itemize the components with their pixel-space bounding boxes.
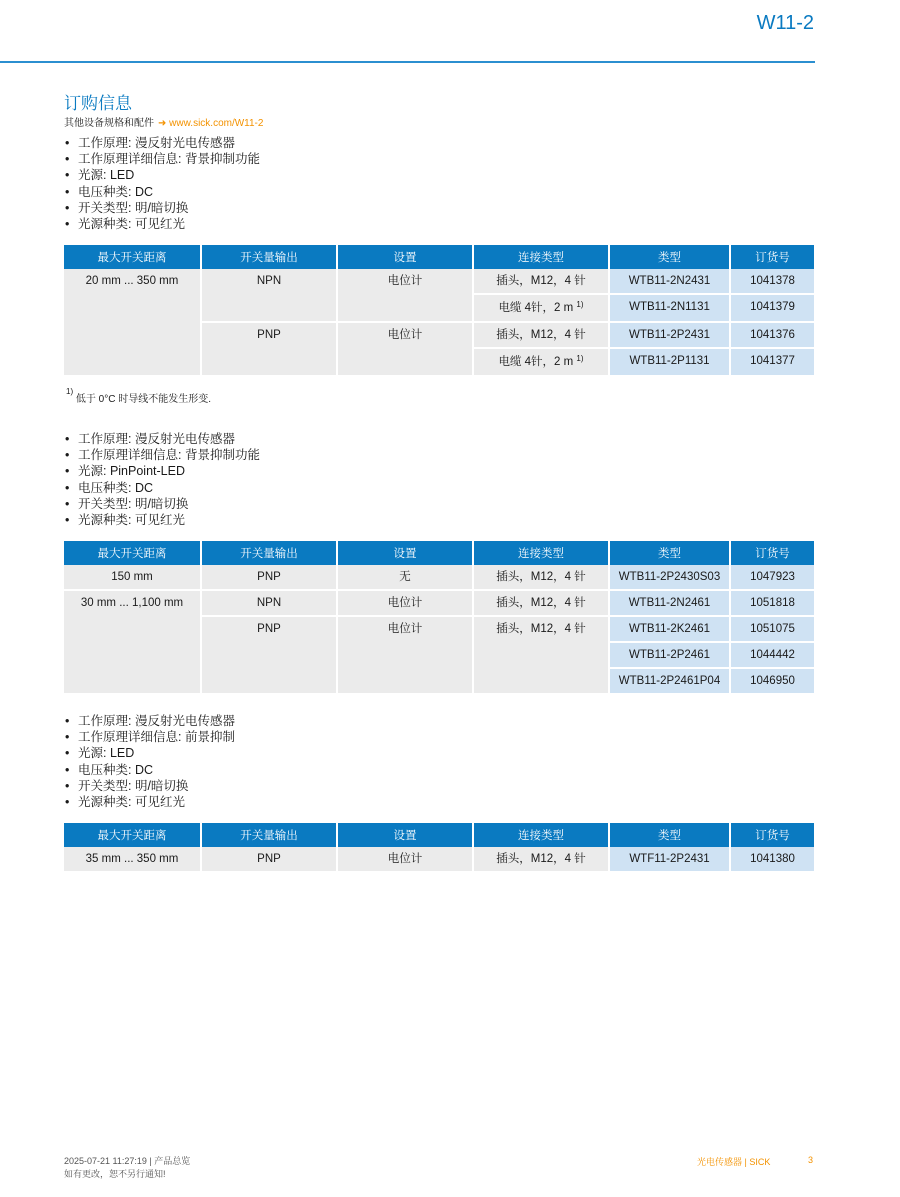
- type-cell: WTB11-2P2461P04: [609, 668, 730, 694]
- more-info-text: 其他设备规格和配件: [64, 118, 154, 129]
- type-cell: WTB11-2P1131: [609, 348, 730, 376]
- connection-cell: 插头，M12，4 针: [473, 616, 609, 694]
- feature-list-3: [64, 713, 235, 810]
- connection-text: 电缆 4针，2 m: [498, 302, 574, 314]
- footer-brand: 光电传感器 | SICK: [697, 1157, 771, 1167]
- table-header-row: [64, 823, 814, 847]
- setting-cell: 电位计: [337, 616, 473, 694]
- feature-list-2: [64, 431, 260, 528]
- feature-item: • 光源种类: 可见红光: [64, 216, 260, 232]
- col-header-type: 类型: [609, 823, 730, 847]
- feature-item: • 工作原理: 漫反射光电传感器: [64, 431, 260, 447]
- col-header-order: 订货号: [730, 245, 814, 269]
- feature-item: • 工作原理: 漫反射光电传感器: [64, 713, 235, 729]
- table-header-row: [64, 541, 814, 565]
- footnote-mark: 1): [66, 387, 74, 396]
- distance-cell: 30 mm ... 1,100 mm: [64, 590, 201, 694]
- distance-cell: 20 mm ... 350 mm: [64, 269, 201, 376]
- connection-cell: [473, 348, 609, 376]
- distance-cell: 150 mm: [64, 565, 201, 590]
- type-cell: WTB11-2N1131: [609, 294, 730, 322]
- feature-item: • 工作原理详细信息: 背景抑制功能: [64, 447, 260, 463]
- col-header-setting: 设置: [337, 541, 473, 565]
- type-cell: WTB11-2N2461: [609, 590, 730, 616]
- feature-item: • 工作原理: 漫反射光电传感器: [64, 135, 260, 151]
- page-code: W11-2: [756, 12, 814, 34]
- section-title: 订购信息: [64, 94, 132, 113]
- output-cell: NPN: [201, 269, 337, 322]
- feature-item: • 电压种类: DC: [64, 480, 260, 496]
- output-cell: PNP: [201, 616, 337, 694]
- distance-cell: 35 mm ... 350 mm: [64, 847, 201, 872]
- output-cell: PNP: [201, 565, 337, 590]
- col-header-output: 开关量输出: [201, 541, 337, 565]
- col-header-type: 类型: [609, 245, 730, 269]
- table-row: [64, 847, 814, 872]
- table-row: [64, 590, 814, 616]
- feature-item: • 光源种类: 可见红光: [64, 794, 235, 810]
- page-number: 3: [808, 1155, 814, 1165]
- connection-cell: 插头，M12，4 针: [473, 322, 609, 348]
- type-cell: WTB11-2P2430S03: [609, 565, 730, 590]
- feature-item: • 光源: PinPoint-LED: [64, 463, 260, 479]
- setting-cell: 电位计: [337, 269, 473, 322]
- footnote-ref: 1): [576, 300, 584, 309]
- connection-cell: 插头，M12，4 针: [473, 847, 609, 872]
- col-header-output: 开关量输出: [201, 245, 337, 269]
- output-cell: PNP: [201, 322, 337, 376]
- order-number-cell: 1041380: [730, 847, 814, 872]
- col-header-setting: 设置: [337, 823, 473, 847]
- feature-item: • 工作原理详细信息: 背景抑制功能: [64, 151, 260, 167]
- order-number-cell: 1051075: [730, 616, 814, 642]
- type-cell: WTB11-2N2431: [609, 269, 730, 294]
- product-link[interactable]: www.sick.com/W11-2: [169, 118, 264, 129]
- header-divider: [0, 61, 815, 63]
- footnote-ref: 1): [576, 354, 584, 363]
- setting-cell: 电位计: [337, 590, 473, 616]
- order-number-cell: 1047923: [730, 565, 814, 590]
- order-table-3: [64, 823, 814, 873]
- output-cell: NPN: [201, 590, 337, 616]
- order-table-1: [64, 245, 814, 377]
- order-number-cell: 1041379: [730, 294, 814, 322]
- col-header-connection: 连接类型: [473, 823, 609, 847]
- type-cell: WTB11-2P2461: [609, 642, 730, 668]
- footer-timestamp: 2025-07-21 11:27:19 | 产品总览: [64, 1156, 191, 1166]
- col-header-output: 开关量输出: [201, 823, 337, 847]
- col-header-order: 订货号: [730, 823, 814, 847]
- arrow-right-icon: ➜: [158, 118, 167, 129]
- setting-cell: 电位计: [337, 322, 473, 376]
- col-header-connection: 连接类型: [473, 245, 609, 269]
- connection-cell: [473, 294, 609, 322]
- setting-cell: 电位计: [337, 847, 473, 872]
- order-number-cell: 1044442: [730, 642, 814, 668]
- col-header-setting: 设置: [337, 245, 473, 269]
- connection-cell: 插头，M12，4 针: [473, 269, 609, 294]
- feature-item: • 开关类型: 明/暗切换: [64, 200, 260, 216]
- type-cell: WTF11-2P2431: [609, 847, 730, 872]
- col-header-type: 类型: [609, 541, 730, 565]
- order-number-cell: 1041378: [730, 269, 814, 294]
- type-cell: WTB11-2K2461: [609, 616, 730, 642]
- footnote-text: 低于 0°C 时导线不能发生形变.: [75, 394, 212, 405]
- table-header-row: [64, 245, 814, 269]
- more-info-line: [64, 114, 263, 129]
- order-table-2: [64, 541, 814, 695]
- connection-cell: 插头，M12，4 针: [473, 565, 609, 590]
- col-header-connection: 连接类型: [473, 541, 609, 565]
- order-number-cell: 1041376: [730, 322, 814, 348]
- order-number-cell: 1041377: [730, 348, 814, 376]
- col-header-distance: 最大开关距离: [64, 541, 201, 565]
- table-row: [64, 269, 814, 294]
- setting-cell: 无: [337, 565, 473, 590]
- order-number-cell: 1046950: [730, 668, 814, 694]
- connection-cell: 插头，M12，4 针: [473, 590, 609, 616]
- footer-info: [64, 1155, 190, 1181]
- feature-item: • 光源: LED: [64, 745, 235, 761]
- connection-text: 电缆 4针，2 m: [498, 356, 574, 368]
- feature-item: • 光源种类: 可见红光: [64, 512, 260, 528]
- feature-item: • 电压种类: DC: [64, 184, 260, 200]
- order-number-cell: 1051818: [730, 590, 814, 616]
- col-header-distance: 最大开关距离: [64, 245, 201, 269]
- col-header-order: 订货号: [730, 541, 814, 565]
- col-header-distance: 最大开关距离: [64, 823, 201, 847]
- feature-list-1: [64, 135, 260, 232]
- footnote: [66, 387, 212, 405]
- footer-notice: 如有更改，恕不另行通知!: [64, 1169, 166, 1179]
- type-cell: WTB11-2P2431: [609, 322, 730, 348]
- feature-item: • 工作原理详细信息: 前景抑制: [64, 729, 235, 745]
- feature-item: • 开关类型: 明/暗切换: [64, 496, 260, 512]
- output-cell: PNP: [201, 847, 337, 872]
- table-row: [64, 565, 814, 590]
- feature-item: • 开关类型: 明/暗切换: [64, 778, 235, 794]
- feature-item: • 电压种类: DC: [64, 762, 235, 778]
- feature-item: • 光源: LED: [64, 167, 260, 183]
